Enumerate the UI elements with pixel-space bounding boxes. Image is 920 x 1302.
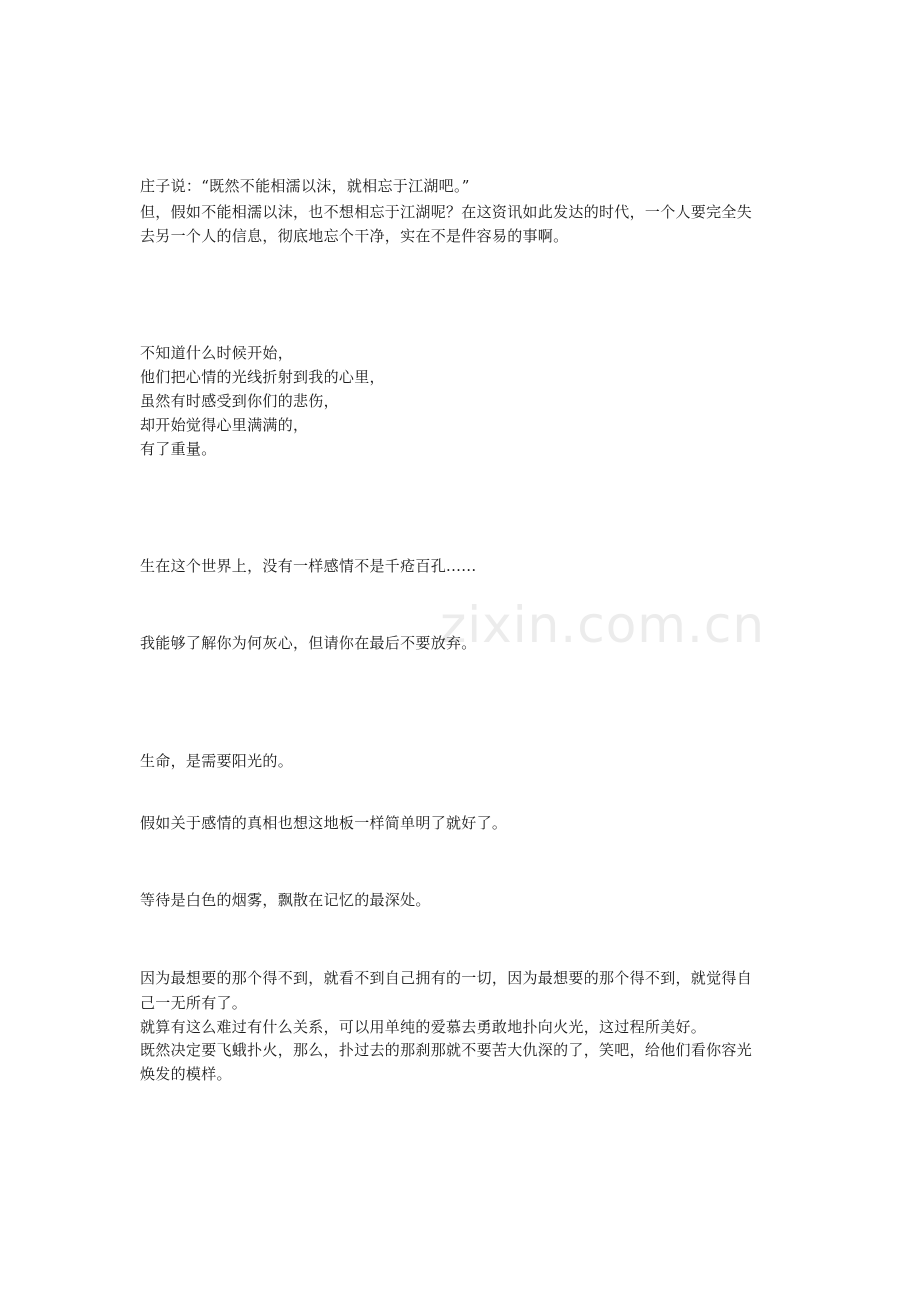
watermark-text: zixin.com.cn [440, 596, 766, 654]
text-line: 就算有这么难过有什么关系，可以用单纯的爱慕去勇敢地扑向火光，这过程所美好。 [140, 1018, 707, 1036]
text-line: 有了重量。 [140, 440, 217, 458]
text-line: 他们把心情的光线折射到我的心里， [140, 368, 385, 386]
text-line: 但，假如不能相濡以沫，也不想相忘于江湖呢？在这资讯如此发达的时代，一个人要完全失 [140, 203, 753, 221]
text-line: 虽然有时感受到你们的悲伤， [140, 392, 339, 410]
text-line: 庄子说：“既然不能相濡以沫，就相忘于江湖吧。” [140, 177, 470, 195]
text-line: 己一无所有了。 [140, 994, 248, 1012]
text-line: 却开始觉得心里满满的， [140, 416, 309, 434]
text-line: 生命，是需要阳光的。 [140, 752, 294, 770]
text-line: 等待是白色的烟雾，飘散在记忆的最深处。 [140, 891, 431, 909]
text-line: 既然决定要飞蛾扑火，那么，扑过去的那刹那就不要苦大仇深的了，笑吧，给他们看你容光 [140, 1041, 753, 1059]
text-line: 假如关于感情的真相也想这地板一样简单明了就好了。 [140, 814, 508, 832]
text-line: 因为最想要的那个得不到，就看不到自己拥有的一切，因为最想要的那个得不到，就觉得自 [140, 969, 753, 987]
text-line: 不知道什么时候开始， [140, 344, 294, 362]
text-line: 去另一个人的信息，彻底地忘个干净，实在不是件容易的事啊。 [140, 227, 569, 245]
text-line: 我能够了解你为何灰心，但请你在最后不要放弃。 [140, 634, 477, 652]
text-line: 焕发的模样。 [140, 1065, 232, 1083]
text-line: 生在这个世界上，没有一样感情不是千疮百孔...... [140, 557, 477, 575]
